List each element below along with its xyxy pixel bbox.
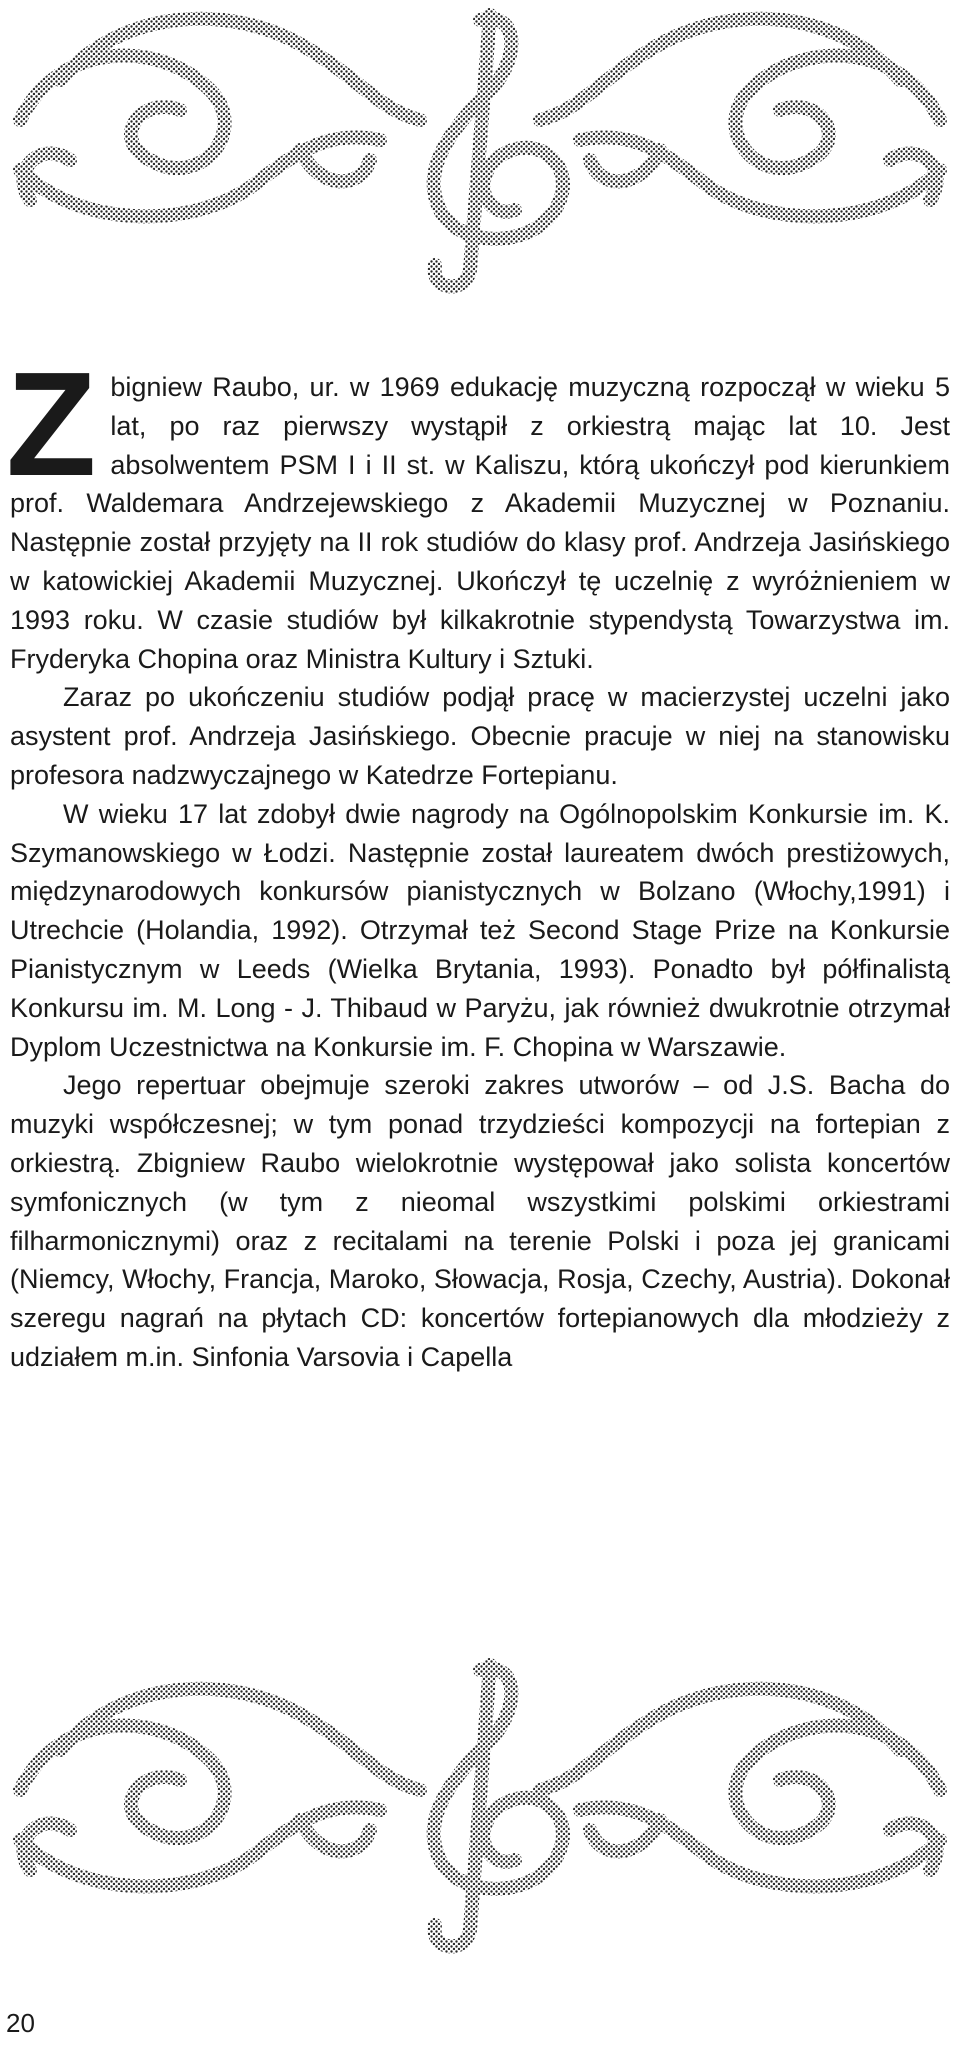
paragraph-4: Jego repertuar obejmuje szeroki zakres utworów – od J.S. Bacha do muzyki współczesnej; w tym ponad trzydzieści kompozycji na fortepian z orkiestrą. Zbigniew Raubo wielokrotnie występował jako solista koncertów symfonicznych (w tym z nieomal wszystkimi polskimi orkiestrami filharmonicznymi) oraz z recitalami na terenie Polski i poza jej granicami (Niemcy, Włochy, Francja, Maroko, Słowacja, Rosja, Czechy, Austria). Dokonał szeregu nagrań na płytach CD: koncertów fortepianowych dla młodzieży z udziałem m.in. Sinfonia Varsovia i Capella xyxy=(10,1070,950,1372)
article-body xyxy=(6,342,950,1377)
top-ornament xyxy=(0,0,960,300)
treble-clef-scroll-ornament-icon xyxy=(0,0,960,300)
paragraph-3: W wieku 17 lat zdobył dwie nagrody na Ogólnopolskim Konkursie im. K. Szymanowskiego w Łodzi. Następnie został laureatem dwóch prestiżowych, międzynarodowych konkursów pianistycznych w Bolzano (Włochy,1991) i Utrechcie (Holandia, 1992). Otrzymał też Second Stage Prize na Konkursie Pianistycznym w Leeds (Wielka Brytania, 1993). Ponadto był półfinalistą Konkursu im. M. Long - J. Thibaud w Paryżu, jak również dwukrotnie otrzymał Dyplom Uczestnictwa na Konkursie im. F. Chopina w Warszawie. xyxy=(10,798,950,1062)
drop-cap: Z xyxy=(6,342,97,507)
page-number: 20 xyxy=(6,2008,35,2038)
paragraph-1-text: bigniew Raubo, ur. w 1969 edukację muzyczną rozpoczął w wieku 5 lat, po raz pierwszy wystąpił z orkiestrą mając lat 10. Jest absolwentem PSM I i II st. w Kaliszu, którą ukończył pod kierunkiem prof. Waldemara Andrzejewskiego z Akademii Muzycznej w Poznaniu. Następnie został przyjęty na II rok studiów do klasy prof. Andrzeja Jasińskiego w katowickiej Akademii Muzycznej. Ukończył tę uczelnię z wyróżnieniem w 1993 roku. W czasie studiów był kilkakrotnie stypendystą Towarzystwa im. Fryderyka Chopina oraz Ministra Kultury i Sztuki. xyxy=(10,372,950,674)
paragraph-1 xyxy=(6,342,950,678)
treble-clef-scroll-ornament-icon xyxy=(0,1640,960,1970)
bottom-ornament xyxy=(0,1640,960,1970)
paragraph-2: Zaraz po ukończeniu studiów podjął pracę w macierzystej uczelni jako asystent prof. Andrzeja Jasińskiego. Obecnie pracuje w niej na stanowisku profesora nadzwyczajnego w Katedrze Fortepianu. xyxy=(10,682,950,790)
